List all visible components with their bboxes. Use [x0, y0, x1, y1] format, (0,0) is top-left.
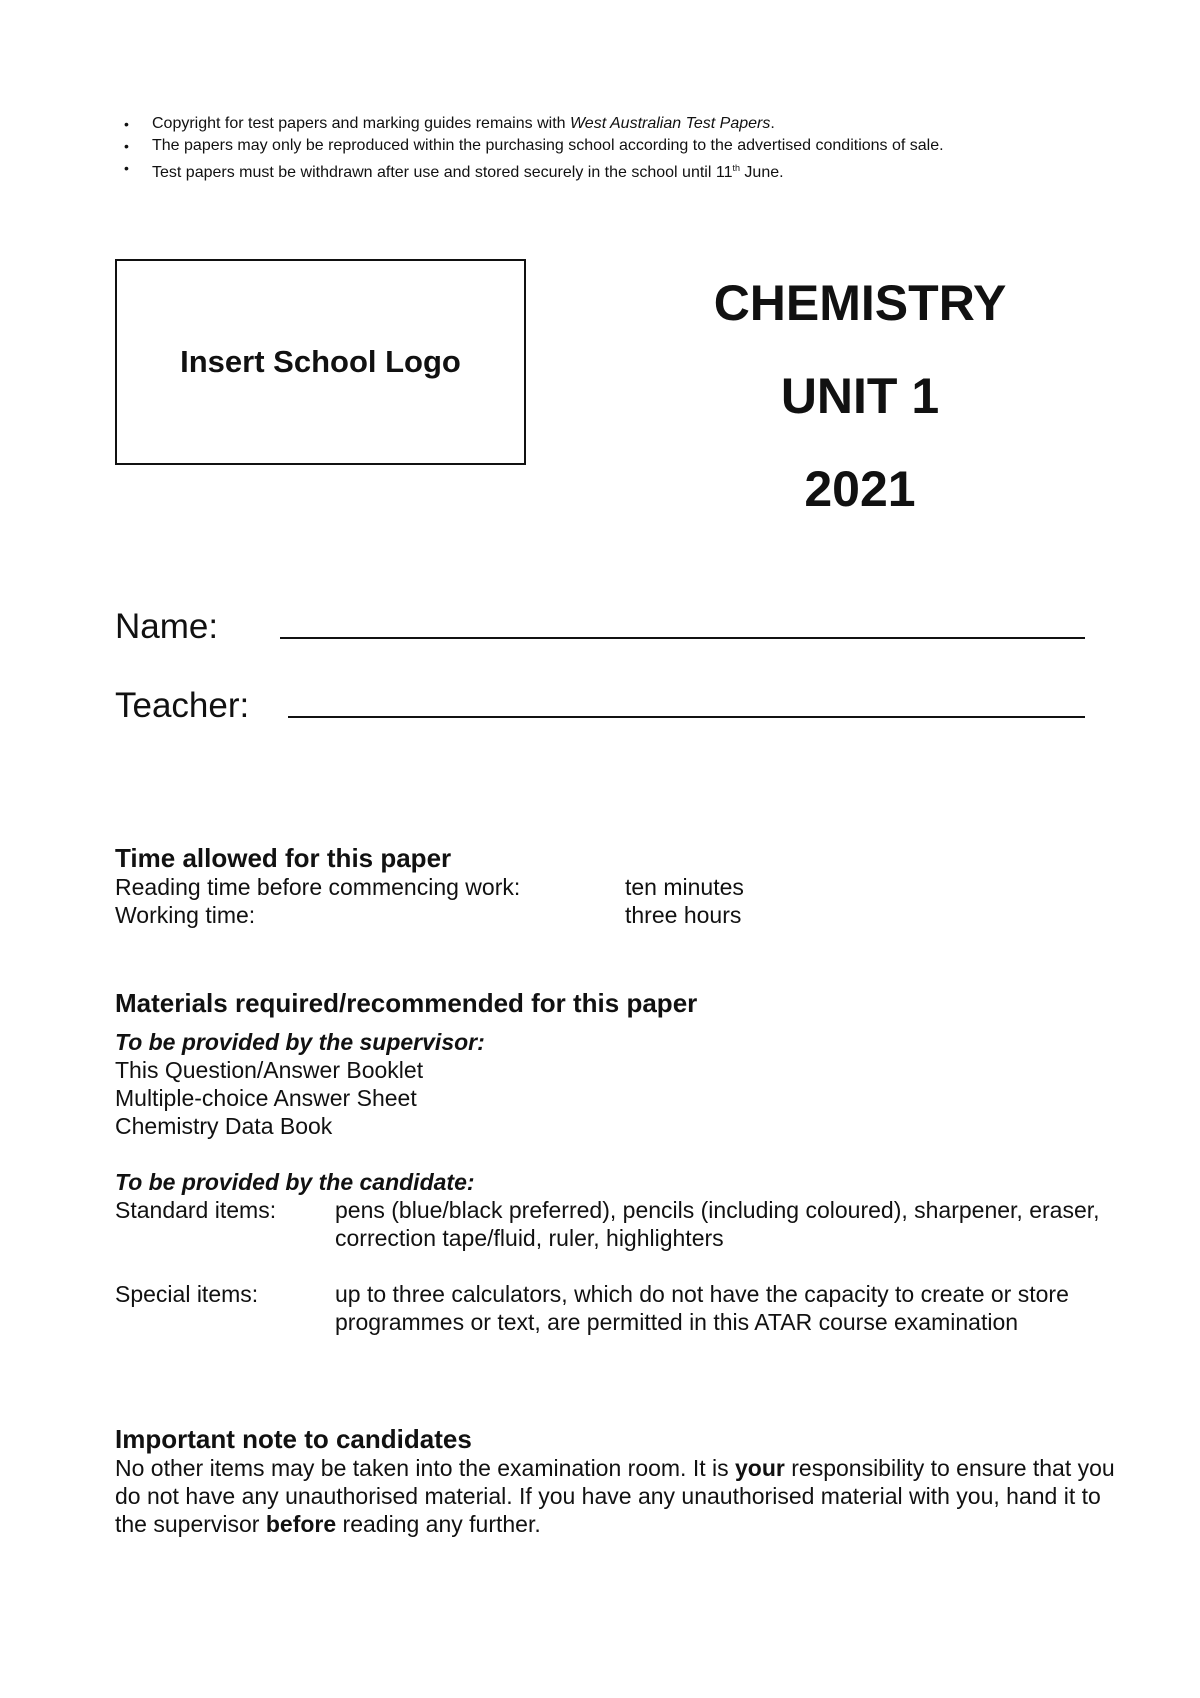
- notice-item: • Test papers must be withdrawn after use and stored securely in the school until 11th June.: [124, 157, 1124, 184]
- logo-placeholder-text: Insert School Logo: [180, 344, 461, 379]
- exam-title: [700, 270, 1020, 549]
- materials-section: [115, 988, 1115, 1336]
- standard-items-text: pens (blue/black preferred), pencils (including coloured), sharpener, eraser, correction tape/fluid, ruler, highlighters: [335, 1197, 1100, 1251]
- important-note-section: [115, 1424, 1115, 1538]
- teacher-answer-line[interactable]: [288, 716, 1085, 718]
- special-items-row: [115, 1280, 1115, 1336]
- supervisor-item: Multiple-choice Answer Sheet: [115, 1085, 417, 1111]
- subject-title: CHEMISTRY: [713, 275, 1007, 331]
- time-row: [115, 901, 1115, 929]
- copyright-notices: [124, 113, 1124, 184]
- time-allowed-heading: Time allowed for this paper: [115, 843, 452, 873]
- time-row-label: Working time:: [115, 902, 256, 928]
- notice-item: • The papers may only be reproduced within the purchasing school according to the advertised conditions of sale.: [124, 135, 1124, 157]
- special-items-text: up to three calculators, which do not have the capacity to create or store programmes or text, are permitted in this ATAR course examination: [335, 1281, 1069, 1335]
- time-row-value: three hours: [625, 902, 742, 928]
- name-answer-line[interactable]: [280, 637, 1085, 639]
- time-row-value: ten minutes: [625, 874, 744, 900]
- time-row: [115, 873, 1115, 901]
- supervisor-item: Chemistry Data Book: [115, 1113, 333, 1139]
- supervisor-subheading: To be provided by the supervisor:: [115, 1029, 485, 1055]
- special-items-label: Special items:: [115, 1281, 259, 1307]
- important-heading: Important note to candidates: [115, 1424, 472, 1454]
- name-field[interactable]: [115, 607, 218, 647]
- standard-items-label: Standard items:: [115, 1197, 277, 1223]
- supervisor-item: This Question/Answer Booklet: [115, 1057, 424, 1083]
- notice-item: • Copyright for test papers and marking guides remains with West Australian Test Papers.: [124, 113, 1124, 135]
- materials-heading: Materials required/recommended for this paper: [115, 988, 698, 1018]
- candidate-subheading: To be provided by the candidate:: [115, 1169, 475, 1195]
- year-title: 2021: [804, 461, 916, 517]
- teacher-field[interactable]: [115, 686, 249, 726]
- name-label: Name:: [115, 607, 219, 646]
- time-allowed-section: [115, 843, 1115, 929]
- teacher-label: Teacher:: [115, 686, 250, 725]
- important-text: No other items may be taken into the examination room. It is your responsibility to ensure that you do not have any unauthorised material. If you have any unauthorised material with you, hand it to the supervisor before reading any further.: [115, 1455, 1115, 1537]
- time-row-label: Reading time before commencing work:: [115, 874, 521, 900]
- standard-items-row: [115, 1196, 1115, 1252]
- unit-title: UNIT 1: [780, 368, 940, 424]
- school-logo-placeholder: [115, 259, 526, 465]
